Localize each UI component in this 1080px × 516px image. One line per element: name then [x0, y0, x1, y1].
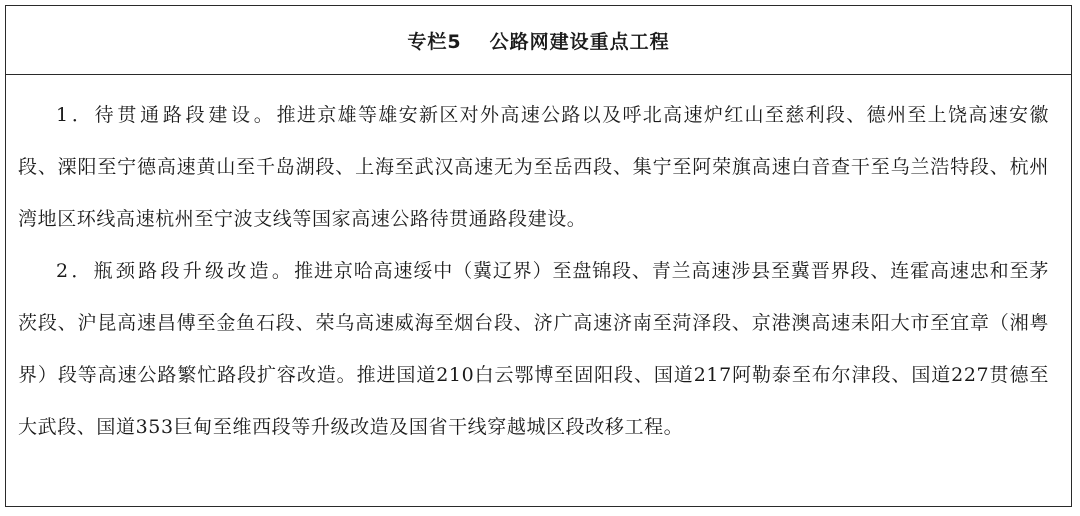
paragraph-body: 推进京雄等雄安新区对外高速公路以及呼北高速炉红山至慈利段、德州至上饶高速安徽段、溧阳至宁德高速黄山至千岛湖段、上海至武汉高速无为至岳西段、集宁至阿荣旗高速白音查干至乌兰浩特段、杭州湾地区环线高速杭州至宁波支线等国家高速公路待贯通路段建设。 — [18, 104, 1049, 230]
paragraph-lead: 1．待贯通路段建设。 — [56, 104, 277, 126]
paragraph-pending-connection — [18, 89, 1049, 245]
column-content — [6, 75, 1071, 453]
paragraph-bottleneck-upgrade — [18, 245, 1049, 453]
column-box — [5, 5, 1072, 507]
paragraph-lead: 2．瓶颈路段升级改造。 — [56, 260, 295, 282]
column-number: 专栏5 — [407, 30, 462, 53]
paragraph-body: 推进京哈高速绥中（冀辽界）至盘锦段、青兰高速涉县至冀晋界段、连霍高速忠和至茅茨段、沪昆高速昌傅至金鱼石段、荣乌高速威海至烟台段、济广高速济南至菏泽段、京港澳高速耒阳大市至宜章（湘粤界）段等高速公路繁忙路段扩容改造。推进国道210白云鄂博至固阳段、国道217阿勒泰至布尔津段、国道227贯德至大武段、国道353巨甸至维西段等升级改造及国省干线穿越城区段改移工程。 — [18, 260, 1049, 438]
column-title — [6, 6, 1071, 75]
column-heading: 公路网建设重点工程 — [489, 30, 670, 53]
